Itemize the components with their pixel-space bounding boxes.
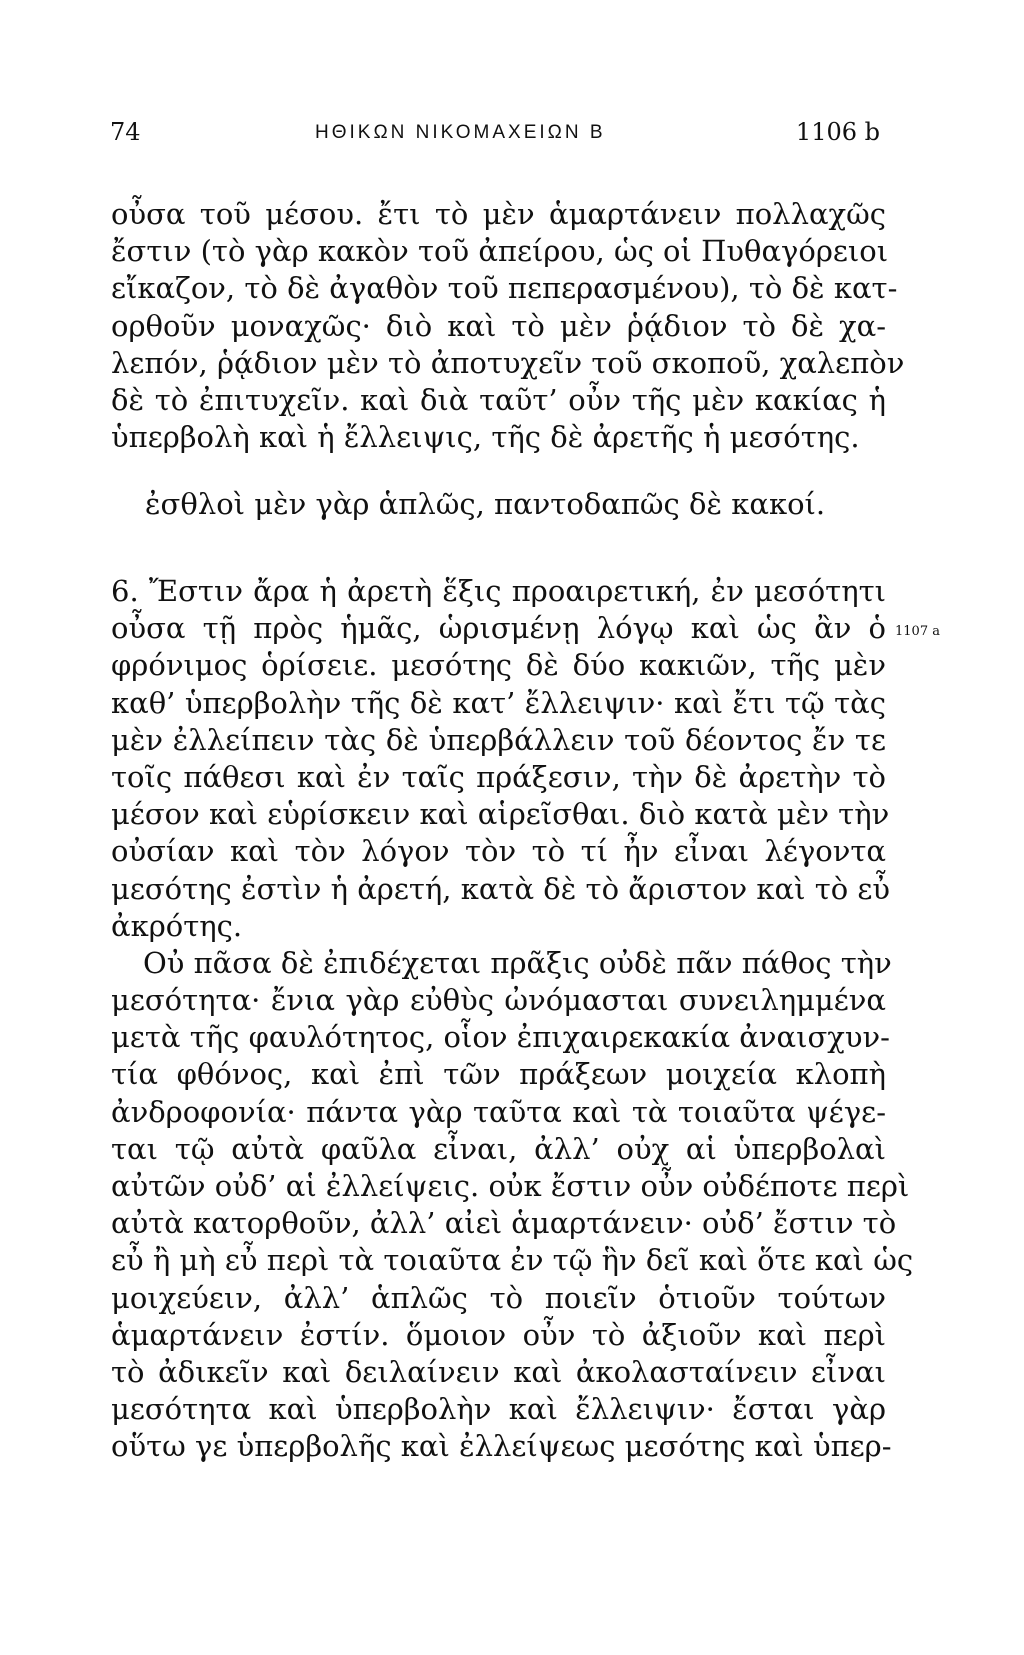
- text-line: ται τῷ αὐτὰ φαῦλα εἶναι, ἀλλ’ οὐχ αἱ ὑπερβολαὶ: [111, 1131, 886, 1166]
- text-line: εὖ ἢ μὴ εὖ περὶ τὰ τοιαῦτα ἐν τῷ ἣν δεῖ καὶ ὅτε καὶ ὡς: [111, 1243, 914, 1278]
- text-line: μετὰ τῆς φαυλότητος, οἷον ἐπιχαιρεκακία ἀναισχυν-: [111, 1020, 890, 1055]
- text-line: οὖσα τῇ πρὸς ἡμᾶς, ὡρισμένῃ λόγῳ καὶ ὡς ἂν ὁ: [111, 611, 886, 646]
- text-line: οὐσίαν καὶ τὸν λόγον τὸν τὸ τί ἦν εἶναι λέγοντα: [111, 834, 886, 869]
- text-line: τοῖς πάθεσι καὶ ἐν ταῖς πράξεσιν, τὴν δὲ ἀρετὴν τὸ: [111, 759, 886, 794]
- page-number: 74: [110, 118, 141, 146]
- text-line: μεσότητα· ἔνια γὰρ εὐθὺς ὠνόμασται συνειλημμένα: [111, 983, 886, 1018]
- text-line: Οὐ πᾶσα δὲ ἐπιδέχεται πρᾶξις οὐδὲ πᾶν πάθος τὴν: [143, 945, 892, 980]
- text-line: αὐτῶν οὐδ’ αἱ ἐλλείψεις. οὐκ ἔστιν οὖν οὐδέποτε περὶ: [111, 1169, 910, 1203]
- margin-bekker-reference: 1107 a: [895, 624, 940, 639]
- paragraph-2: [111, 573, 891, 945]
- text-line: ἁμαρτάνειν ἐστίν. ὅμοιον οὖν τὸ ἀξιοῦν καὶ περὶ: [111, 1317, 886, 1352]
- main-text: [111, 573, 914, 1466]
- text-line: μὲν ἐλλείπειν τὰς δὲ ὑπερβάλλειν τοῦ δέοντος ἔν τε: [111, 722, 886, 757]
- text-line: ορθοῦν μοναχῶς· διὸ καὶ τὸ μὲν ῥᾴδιον τὸ δὲ χα-: [111, 308, 886, 343]
- paragraph-1: [111, 196, 905, 456]
- text-line: οὖσα τοῦ μέσου. ἔτι τὸ μὲν ἁμαρτάνειν πολλαχῶς: [111, 197, 886, 231]
- text-line: καθ’ ὑπερβολὴν τῆς δὲ κατ’ ἔλλειψιν· καὶ ἔτι τῷ τὰς: [111, 685, 886, 720]
- text-line: εἴκαζον, τὸ δὲ ἀγαθὸν τοῦ πεπερασμένου), τὸ δὲ κατ-: [111, 271, 898, 306]
- text-line: τὸ ἀδικεῖν καὶ δειλαίνειν καὶ ἀκολασταίνειν εἶναι: [111, 1354, 886, 1389]
- text-line: μεσότης ἐστὶν ἡ ἀρετή, κατὰ δὲ τὸ ἄριστον καὶ τὸ εὖ: [111, 871, 891, 906]
- text-line: μεσότητα καὶ ὑπερβολὴν καὶ ἔλλειψιν· ἔσται γὰρ: [111, 1392, 886, 1427]
- text-line: 6. Ἔστιν ἄρα ἡ ἀρετὴ ἕξις προαιρετική, ἐν μεσότητι: [111, 574, 886, 608]
- text-line: λεπόν, ῥᾴδιον μὲν τὸ ἀποτυχεῖν τοῦ σκοποῦ, χαλεπὸν: [111, 345, 905, 380]
- text-line: τία φθόνος, καὶ ἐπὶ τῶν πράξεων μοιχεία κλοπὴ: [111, 1057, 886, 1092]
- text-line: μέσον καὶ εὑρίσκειν καὶ αἱρεῖσθαι. διὸ κατὰ μὲν τὴν: [111, 797, 890, 832]
- text-line: μοιχεύειν, ἀλλ’ ἁπλῶς τὸ ποιεῖν ὁτιοῦν τούτων: [111, 1280, 886, 1315]
- text-line: ἀκρότης.: [111, 908, 243, 943]
- paragraph-3: [111, 945, 914, 1466]
- text-line: ἀνδροφονία· πάντα γὰρ ταῦτα καὶ τὰ τοιαῦτα ψέγε-: [111, 1094, 886, 1129]
- page-header: [110, 118, 880, 154]
- text-line: οὕτω γε ὑπερβολῆς καὶ ἐλλείψεως μεσότης καὶ ὑπερ-: [111, 1429, 892, 1464]
- text-line: ὑπερβολὴ καὶ ἡ ἔλλειψις, τῆς δὲ ἀρετῆς ἡ μεσότης.: [111, 420, 860, 455]
- verse-quotation: ἐσθλοὶ μὲν γὰρ ἁπλῶς, παντοδαπῶς δὲ κακοί.: [145, 487, 826, 521]
- text-line: ἔστιν (τὸ γὰρ κακὸν τοῦ ἀπείρου, ὡς οἱ Πυθαγόρειοι: [111, 234, 889, 269]
- running-title: ΗΘΙΚΩΝ ΝΙΚΟΜΑΧΕΙΩΝ Β: [315, 122, 606, 143]
- text-line: φρόνιμος ὁρίσειε. μεσότης δὲ δύο κακιῶν, τῆς μὲν: [111, 648, 886, 683]
- text-line: αὐτὰ κατορθοῦν, ἀλλ’ αἰεὶ ἁμαρτάνειν· οὐδ’ ἔστιν τὸ: [111, 1206, 897, 1241]
- bekker-reference: 1106 b: [795, 118, 880, 146]
- text-line: δὲ τὸ ἐπιτυχεῖν. καὶ διὰ ταῦτ’ οὖν τῆς μὲν κακίας ἡ: [111, 382, 886, 417]
